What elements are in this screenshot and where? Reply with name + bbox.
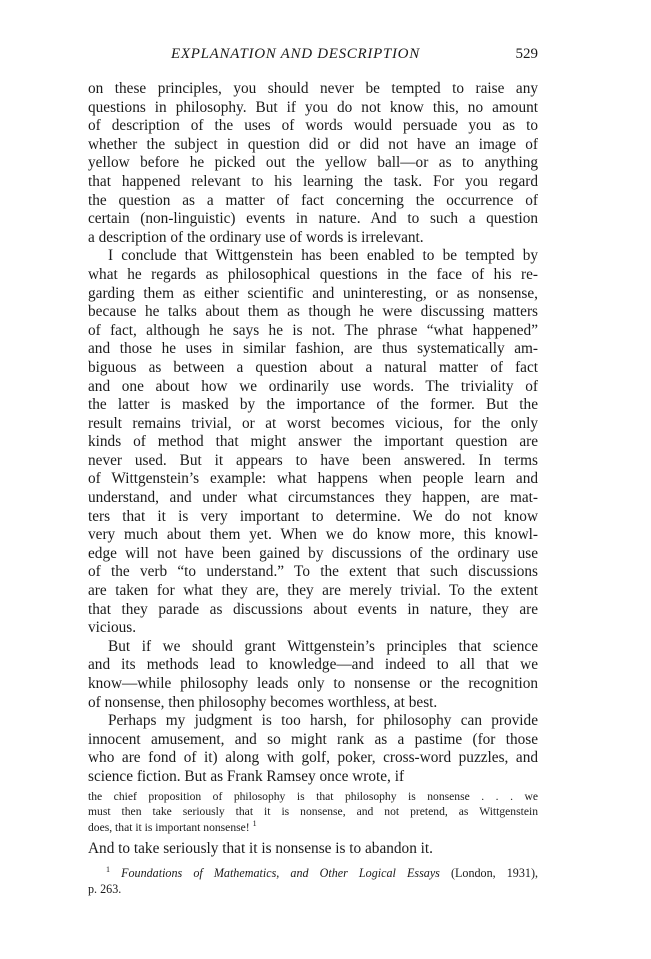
- text-line: vicious.: [88, 619, 137, 637]
- text-line: innocent amusement, and so might rank as a pastime (for those: [88, 730, 538, 748]
- footnote-text: (London, 1931),: [439, 865, 538, 880]
- text-line: kinds of method that might answer the important question are: [88, 433, 538, 451]
- text-line: I conclude that Wittgenstein has been enabled to be tempted by: [108, 247, 538, 265]
- text-line: who are fond of it) along with golf, poker, cross-word puzzles, and: [88, 749, 538, 767]
- text-line: what he regards as philosophical questions in the face of his re-: [88, 265, 538, 283]
- paragraph-4: [88, 712, 538, 786]
- closing-paragraph: [88, 840, 538, 859]
- text-line: the question as a matter of fact concerning the occurrence of: [88, 191, 538, 209]
- paragraph-1: [88, 80, 538, 247]
- text-line: of the verb “to understand.” To the extent that such discussions: [88, 563, 538, 581]
- text-line: of description of the uses of words would persuade you as to: [88, 117, 538, 135]
- running-head: EXPLANATION AND DESCRIPTION: [171, 46, 420, 62]
- text-line: science fiction. But as Frank Ramsey once wrote, if: [88, 767, 405, 785]
- text-line: and those he uses in similar fashion, are thus systematically am-: [88, 340, 538, 358]
- text-line: that happened relevant to his learning the task. For you regard: [88, 172, 538, 190]
- text-line: certain (non-linguistic) events in nature. And to such a question: [88, 210, 538, 228]
- footnote: [88, 865, 538, 897]
- text-line: of fact, although he says he is not. The phrase “what happened”: [88, 321, 538, 339]
- footnote-reference[interactable]: 1: [252, 818, 257, 828]
- text-line: the latter is masked by the importance of the former. But the: [88, 396, 538, 414]
- text-line: never used. But it appears to have been answered. In terms: [88, 451, 538, 469]
- text-line: result remains trivial, or at worst becomes vicious, for the only: [88, 414, 538, 432]
- page-header: [88, 46, 538, 66]
- text-line: yellow before he picked out the yellow ball—or as to anything: [88, 154, 538, 172]
- quote-line: must then take seriously that it is nonsense, and not pretend, as Wittgenstein: [88, 805, 538, 819]
- quote-text: does, that it is important nonsense!: [88, 820, 250, 834]
- text-line: very much about them yet. When we do know more, this knowl-: [88, 526, 538, 544]
- quote-line: [88, 820, 538, 836]
- page-body: [88, 80, 538, 897]
- text-line: of Wittgenstein’s example: what happens when people learn and: [88, 470, 538, 488]
- paragraph-3: [88, 638, 538, 712]
- text-line: are taken for what they are, they are merely trivial. To the extent: [88, 582, 538, 600]
- text-line: questions in philosophy. But if you do not know this, no amount: [88, 98, 538, 116]
- text-line: Perhaps my judgment is too harsh, for philosophy can provide: [108, 712, 538, 730]
- text-line: and one about how we ordinarily use words. The triviality of: [88, 377, 538, 395]
- text-line: a description of the ordinary use of words is irrelevant.: [88, 228, 424, 246]
- block-quote: [88, 789, 538, 836]
- paragraph-2: [88, 247, 538, 637]
- text-line: and its methods lead to knowledge—and indeed to all that we: [88, 656, 538, 674]
- text-line: know—while philosophy leads only to nonsense or the recognition: [88, 675, 538, 692]
- footnote-line: p. 263.: [88, 881, 122, 896]
- page-number: 529: [515, 46, 538, 62]
- footnote-marker: 1: [106, 864, 110, 874]
- footnote-line: [88, 865, 538, 881]
- text-line: biguous as between a question about a natural matter of fact: [88, 358, 538, 376]
- text-line: ters that it is very important to determine. We do not know: [88, 507, 538, 525]
- text-line: understand, and under what circumstances they happen, are mat-: [88, 489, 538, 507]
- text-line: on these principles, you should never be tempted to raise any: [88, 80, 538, 97]
- text-line: whether the subject in question did or did not have an image of: [88, 135, 538, 153]
- text-line: edge will not have been gained by discussions of the ordinary use: [88, 544, 538, 562]
- text-line: But if we should grant Wittgenstein’s principles that science: [108, 637, 538, 655]
- quote-line: the chief proposition of philosophy is that philosophy is nonsense . . . we: [88, 789, 538, 803]
- text-line: because he talks about them as though he were discussing matters: [88, 303, 538, 321]
- text-line: And to take seriously that it is nonsense is to abandon it.: [88, 840, 433, 858]
- footnote-title: Foundations of Mathematics, and Other Logical Essays: [121, 865, 440, 880]
- text-line: garding them as either scientific and uninteresting, or as nonsense,: [88, 284, 538, 302]
- text-line: of nonsense, then philosophy becomes worthless, at best.: [88, 693, 438, 711]
- text-line: that they parade as discussions about events in nature, they are: [88, 600, 538, 618]
